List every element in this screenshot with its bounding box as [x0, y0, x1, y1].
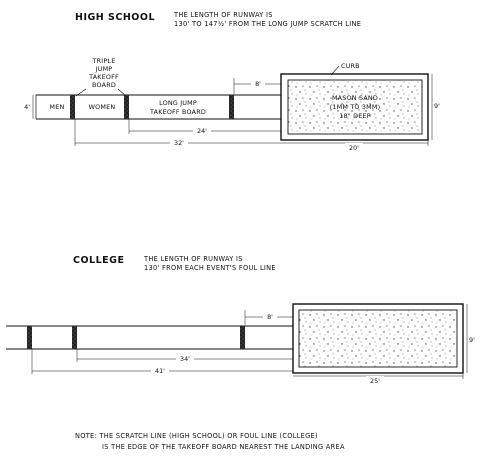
college-section — [6, 255, 475, 385]
college-long-jump-board — [240, 326, 245, 349]
hs-men-label: MEN — [49, 103, 65, 111]
hs-long-jump-label-1: LONG JUMP — [159, 99, 197, 107]
hs-triple-jump-label-4: BOARD — [92, 81, 116, 89]
hs-long-jump-board — [229, 95, 234, 119]
hs-curb-label: CURB — [341, 62, 360, 70]
college-sand-area — [299, 310, 457, 367]
college-dim8-text: 8' — [267, 313, 273, 321]
hs-triple-jump-label-1: TRIPLE — [92, 57, 116, 65]
hs-dim32-text: 32' — [174, 139, 184, 147]
college-runway-note-line2: 130' FROM EACH EVENT'S FOUL LINE — [144, 264, 276, 272]
hs-runway-note-line1: THE LENGTH OF RUNWAY IS — [174, 11, 273, 19]
hs-dim8-text: 8' — [255, 80, 261, 88]
college-dim41-text: 41' — [155, 367, 165, 375]
hs-dim20-text: 20' — [349, 144, 359, 152]
high-school-title: HIGH SCHOOL — [75, 12, 156, 23]
hs-sand-label-3: 18" DEEP — [339, 112, 371, 120]
college-runway-note-line1: THE LENGTH OF RUNWAY IS — [144, 255, 243, 263]
college-title: COLLEGE — [73, 255, 125, 266]
hs-triple-jump-label-2: JUMP — [95, 65, 113, 73]
college-dim25-text: 25' — [370, 377, 380, 385]
footnote — [75, 432, 345, 451]
note-line-1: NOTE: THE SCRATCH LINE (HIGH SCHOOL) OR FOUL LINE (COLLEGE) — [75, 432, 318, 440]
hs-runway-note-line2: 130' TO 147½' FROM THE LONG JUMP SCRATCH LINE — [174, 20, 362, 28]
hs-long-jump-label-2: TAKEOFF BOARD — [150, 108, 206, 116]
hs-women-triple-board — [124, 95, 129, 119]
college-triple-board-1 — [27, 326, 32, 349]
college-dim34-text: 34' — [180, 355, 190, 363]
hs-sand-label-2: (1MM TO 3MM) — [329, 103, 381, 111]
hs-triple-jump-label-3: TAKEOFF — [89, 73, 119, 81]
note-line-2: IS THE EDGE OF THE TAKEOFF BOARD NEAREST THE LANDING AREA — [102, 443, 345, 451]
hs-dim24-text: 24' — [197, 127, 207, 135]
college-triple-board-2 — [72, 326, 77, 349]
hs-women-label: WOMEN — [88, 103, 116, 111]
high-school-section — [24, 11, 440, 152]
hs-dim4-text: 4' — [24, 103, 30, 111]
hs-dim9-text: 9' — [434, 102, 440, 110]
college-dim9-text: 9' — [469, 336, 475, 344]
hs-men-triple-board — [70, 95, 75, 119]
hs-sand-label-1: MASON SAND — [331, 94, 379, 102]
